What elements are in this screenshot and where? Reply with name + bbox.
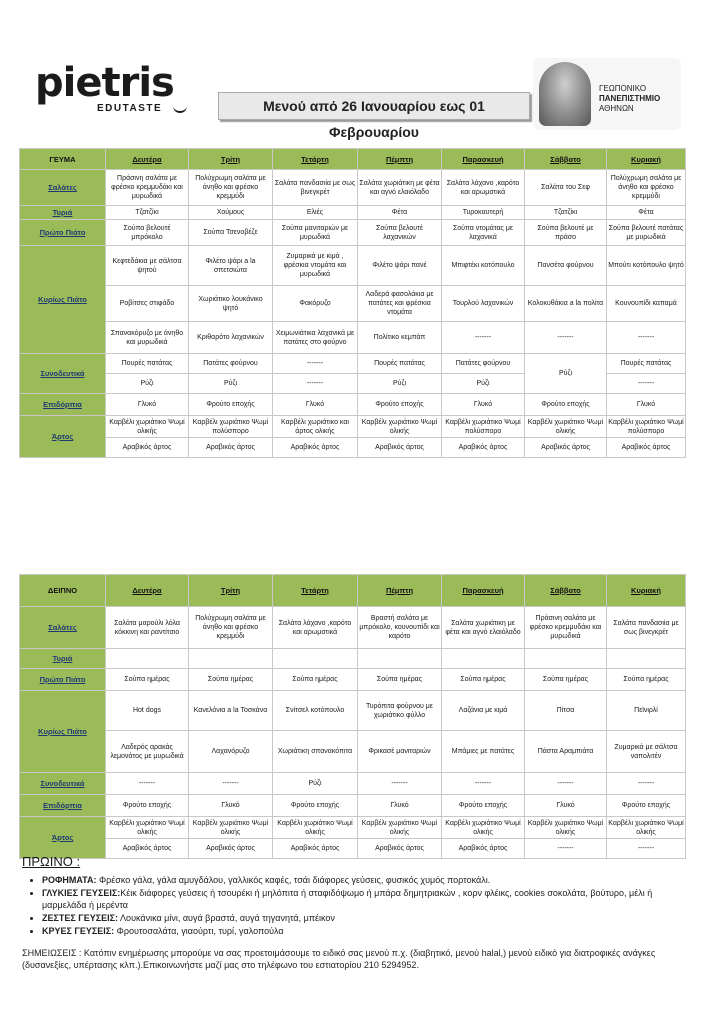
menu-cell: Αραβικός άρτος <box>189 438 273 458</box>
menu-cell: Hot dogs <box>106 691 189 731</box>
menu-cell: Σούπα μανιταριών με μυρωδικά <box>273 220 358 246</box>
breakfast-item <box>42 912 692 924</box>
dinner-row-main-course-1 <box>20 691 686 731</box>
menu-cell: Τουρλού λαχανικών <box>442 286 525 322</box>
menu-cell: Σούπα ημέρας <box>525 669 607 691</box>
breakfast-item-text: Φρουτοσαλάτα, γιαούρτι, τυρί, γαλοπούλα <box>116 926 284 936</box>
menu-cell: Αραβικός άρτος <box>358 839 442 859</box>
dinner-day-header: Παρασκευή <box>442 575 525 607</box>
menu-cell: Ρύζι <box>106 374 189 394</box>
row-label: Πρώτο Πιάτο <box>20 220 106 246</box>
menu-cell: Σαλάτα λάχανο ,καρότο και αρωματικά <box>273 607 358 649</box>
breakfast-list <box>22 874 692 937</box>
menu-cell: Μπούτι κοτόπουλο ψητό <box>607 246 686 286</box>
menu-cell: Φακόρυζο <box>273 286 358 322</box>
menu-cell: Γλυκό <box>106 394 189 416</box>
menu-cell: Καρβέλι χωριάτικο Ψωμί ολικής <box>189 817 273 839</box>
menu-cell: Πίτσα <box>525 691 607 731</box>
lunch-row-bread-2 <box>20 438 686 458</box>
menu-cell: ------- <box>607 374 686 394</box>
lunch-day-header: Πέμπτη <box>358 149 442 170</box>
menu-cell: Λαδερά φασολάκια με πατάτες και φρέσκια ντομάτα <box>358 286 442 322</box>
row-label: Σαλάτες <box>20 607 106 649</box>
dinner-menu-table <box>19 574 686 859</box>
menu-cell: Αραβικός άρτος <box>189 839 273 859</box>
menu-cell: Πολύχρωμη σαλάτα με άνηθο και φρέσκο κρεμμύδι <box>189 607 273 649</box>
menu-cell: Σαλάτα του Σεφ <box>525 170 607 206</box>
menu-cell: Ζυμαρικά με σάλτσα ναπολιτέν <box>607 731 686 773</box>
dinner-day-header: Κυριακή <box>607 575 686 607</box>
menu-cell: ------- <box>273 354 358 374</box>
breakfast-item-text: Λουκάνικα μίνι, αυγά βραστά, αυγά τηγανητά, μπέικον <box>120 913 335 923</box>
menu-cell: Αραβικός άρτος <box>607 438 686 458</box>
menu-cell: Ρύζι <box>189 374 273 394</box>
menu-cell: Σαλάτα μαρούλι λόλα κόκκινη και ραντίτσιο <box>106 607 189 649</box>
menu-cell: Πατάτες φούρνου <box>189 354 273 374</box>
menu-cell: Κριθαρότο λαχανικών <box>189 322 273 354</box>
menu-cell <box>273 649 358 669</box>
menu-cell: Φέτα <box>607 206 686 220</box>
breakfast-section <box>22 856 692 971</box>
menu-cell: Μπάμιες με πατάτες <box>442 731 525 773</box>
row-label: Τυριά <box>20 206 106 220</box>
lunch-menu-table <box>19 148 686 458</box>
menu-cell: Κεφτεδάκια με σάλτσα ψητού <box>106 246 189 286</box>
menu-cell: Φρούτο εποχής <box>525 394 607 416</box>
dinner-header-row <box>20 575 686 607</box>
breakfast-item <box>42 925 692 937</box>
breakfast-item <box>42 874 692 886</box>
menu-cell: ------- <box>106 773 189 795</box>
menu-cell: Αραβικός άρτος <box>273 438 358 458</box>
lunch-row-main-course-3 <box>20 322 686 354</box>
menu-cell: Καρβέλι χωριάτικο Ψωμί ολικής <box>607 817 686 839</box>
menu-cell: Σούπα βελουτέ με πράσο <box>525 220 607 246</box>
menu-cell: Σνίτσελ κοτόπουλο <box>273 691 358 731</box>
menu-cell: ------- <box>189 773 273 795</box>
dinner-row-sides <box>20 773 686 795</box>
menu-cell <box>189 649 273 669</box>
lunch-header-row <box>20 149 686 170</box>
menu-cell <box>525 649 607 669</box>
menu-cell: Καρβέλι χωριάτικο Ψωμί ολικής <box>106 416 189 438</box>
menu-cell: ------- <box>607 839 686 859</box>
breakfast-item-label: ΖΕΣΤΕΣ ΓΕΥΣΕΙΣ: <box>42 913 119 923</box>
lunch-day-header: Τρίτη <box>189 149 273 170</box>
menu-cell: Γλυκό <box>358 795 442 817</box>
menu-cell: Πατάτες φούρνου <box>442 354 525 374</box>
menu-cell: ------- <box>525 322 607 354</box>
menu-cell: Πράσινη σαλάτα με φρέσκο κρεμμυδάκι και μυρωδικά <box>525 607 607 649</box>
menu-cell: Φέτα <box>358 206 442 220</box>
dinner-row-bread-1 <box>20 817 686 839</box>
lunch-row-cheeses <box>20 206 686 220</box>
lunch-day-header: Τετάρτη <box>273 149 358 170</box>
athena-head-icon <box>539 62 591 126</box>
lunch-day-header: Παρασκευή <box>442 149 525 170</box>
menu-cell: Καρβέλι χωριάτικο Ψωμί ολικής <box>442 817 525 839</box>
menu-cell: Φρούτο εποχής <box>358 394 442 416</box>
menu-cell: ------- <box>442 773 525 795</box>
menu-cell: Λαχανόρυζο <box>189 731 273 773</box>
menu-cell: Σαλάτα πανδασιία με σως βινεγκρέτ <box>273 170 358 206</box>
menu-cell: Φρούτο εποχής <box>442 795 525 817</box>
menu-cell: Καρβέλι χωριάτικο Ψωμί πολύσπορο <box>607 416 686 438</box>
menu-cell: Πολύχρωμη σαλάτα με άνηθο και φρέσκο κρεμμύδι <box>189 170 273 206</box>
menu-cell: Ρύζι <box>442 374 525 394</box>
menu-cell: Φιλέτο ψάρι a la σπετσιώτα <box>189 246 273 286</box>
menu-cell: Σούπα ημέρας <box>189 669 273 691</box>
dinner-day-header: Δευτέρα <box>106 575 189 607</box>
menu-cell: Ροβίτσες στιφάδο <box>106 286 189 322</box>
menu-cell: Πολίτικο κεμπάπ <box>358 322 442 354</box>
dinner-day-header: Τετάρτη <box>273 575 358 607</box>
menu-cell: Καρβέλι χωριάτικο Ψωμί ολικής <box>525 416 607 438</box>
menu-cell: Πουρές πατάτας <box>607 354 686 374</box>
logo-subtext: EDUTASTE <box>97 103 163 114</box>
menu-cell: Αραβικός άρτος <box>442 839 525 859</box>
menu-cell: Λαζάνια με κιμά <box>442 691 525 731</box>
menu-cell: Γλυκό <box>442 394 525 416</box>
menu-cell: Φρούτο εποχής <box>189 394 273 416</box>
menu-cell: Πεϊνιρλί <box>607 691 686 731</box>
menu-cell: Κουνουπίδι καπαμά <box>607 286 686 322</box>
menu-cell: Ρύζι <box>273 773 358 795</box>
menu-cell: Ελιές <box>273 206 358 220</box>
lunch-day-header: Σάββατο <box>525 149 607 170</box>
lunch-row-bread-1 <box>20 416 686 438</box>
menu-cell: Καρβέλι χωριάτικο Ψωμί ολικής <box>273 817 358 839</box>
breakfast-item <box>42 887 692 911</box>
breakfast-title: ΠΡΩΙΝΟ : <box>22 854 81 869</box>
row-label: Συνοδευτικά <box>20 354 106 394</box>
dinner-label: ΔΕΙΠΝΟ <box>20 575 106 607</box>
menu-cell: Σούπα βελουτέ μπρόκολο <box>106 220 189 246</box>
dinner-day-header: Τρίτη <box>189 575 273 607</box>
menu-cell: Πουρές πατάτας <box>358 354 442 374</box>
menu-cell: Σαλάτα χωριάτικη με φέτα και αγνό ελαιόλαδο <box>442 607 525 649</box>
menu-cell: ------- <box>607 322 686 354</box>
menu-cell: Γλυκό <box>189 795 273 817</box>
menu-cell: Αραβικός άρτος <box>106 438 189 458</box>
menu-cell: Γλυκό <box>273 394 358 416</box>
menu-title-banner: Μενού από 26 Ιανουαρίου εως 01 Φεβρουαρίου <box>218 92 530 120</box>
menu-cell: Σούπα ημέρας <box>607 669 686 691</box>
dinner-row-salads <box>20 607 686 649</box>
menu-cell: Αραβικός άρτος <box>442 438 525 458</box>
menu-cell: Χωριάτικο λουκάνικο ψητό <box>189 286 273 322</box>
menu-cell: Φρικασέ μανιταριών <box>358 731 442 773</box>
dinner-day-header: Πέμπτη <box>358 575 442 607</box>
lunch-label: ΓΕΥΜΑ <box>20 149 106 170</box>
menu-cell: Καρβέλι χωριάτικο και άρτος ολικής <box>273 416 358 438</box>
row-label: Κυρίως Πιάτο <box>20 246 106 354</box>
logo-smile-icon <box>173 103 187 113</box>
menu-cell: ------- <box>525 839 607 859</box>
lunch-row-main-course-1 <box>20 246 686 286</box>
row-label: Πρώτο Πιάτο <box>20 669 106 691</box>
menu-cell: Πουρές πατάτας <box>106 354 189 374</box>
row-label: Σαλάτες <box>20 170 106 206</box>
menu-cell: Ζυμαρικά με κιμά , φρέσκια ντομάτα και μυρωδικά <box>273 246 358 286</box>
lunch-row-desserts <box>20 394 686 416</box>
breakfast-item-text: Κέικ διάφορες γεύσεις ή τσουρέκι ή μηλόπιτα ή σταφιδόψωμο ή μπάρα δημητριακών , κορν φλέικς, cookies σοκολάτα, βούτυρο, μέλι ή μαρμελάδα ή μερέντα <box>42 888 653 910</box>
menu-cell: Καρβέλι χωριάτικο Ψωμί ολικής <box>358 416 442 438</box>
breakfast-item-label: ΚΡΥΕΣ ΓΕΥΣΕΙΣ: <box>42 926 115 936</box>
menu-cell: Χειμωνιάτικα λαχανικά με πατάτες στο φούρνο <box>273 322 358 354</box>
menu-cell: Πάστα Αραμπιάτα <box>525 731 607 773</box>
menu-cell: Αραβικός άρτος <box>106 839 189 859</box>
menu-cell: ------- <box>442 322 525 354</box>
row-label: Τυριά <box>20 649 106 669</box>
menu-cell: Ρύζι <box>358 374 442 394</box>
menu-cell: Κολοκυθάκια a la πολίτα <box>525 286 607 322</box>
menu-cell: Γλυκό <box>525 795 607 817</box>
menu-cell: Αραβικός άρτος <box>273 839 358 859</box>
menu-cell: Σούπα ημέρας <box>358 669 442 691</box>
menu-cell: Καρβέλι χωριάτικο Ψωμί ολικής <box>106 817 189 839</box>
menu-cell <box>442 649 525 669</box>
menu-cell: Ρύζι <box>525 354 607 394</box>
menu-cell: Φρούτο εποχής <box>607 795 686 817</box>
menu-cell: Γλυκό <box>607 394 686 416</box>
lunch-row-sides-1 <box>20 354 686 374</box>
lunch-row-first-course <box>20 220 686 246</box>
menu-cell: Σούπα ημέρας <box>273 669 358 691</box>
menu-cell: ------- <box>273 374 358 394</box>
menu-cell: Κανελόνια a la Τοσκάνα <box>189 691 273 731</box>
menu-cell: Τζατζίκι <box>525 206 607 220</box>
menu-cell: Σούπα ημέρας <box>442 669 525 691</box>
menu-cell: Τζατζίκι <box>106 206 189 220</box>
menu-cell: Αραβικός άρτος <box>525 438 607 458</box>
row-label: Άρτος <box>20 416 106 458</box>
menu-cell: Τυροκαυτερή <box>442 206 525 220</box>
dinner-row-cheeses <box>20 649 686 669</box>
menu-cell: Αραβικός άρτος <box>358 438 442 458</box>
menu-cell: Φρούτο εποχής <box>106 795 189 817</box>
row-label: Επιδόρπια <box>20 394 106 416</box>
pietris-logo <box>35 60 195 123</box>
menu-cell: Καρβέλι χωριάτικο Ψωμί πολύσπορο <box>442 416 525 438</box>
menu-cell: Καρβέλι χωριάτικο Ψωμί ολικής <box>358 817 442 839</box>
menu-cell: Πανσέτα φούρνου <box>525 246 607 286</box>
menu-cell: Πολύχρωμη σαλάτα με άνηθο και φρέσκο κρεμμύδι <box>607 170 686 206</box>
menu-cell: Σαλάτα πανδασιία με σως βινεγκρέτ <box>607 607 686 649</box>
menu-cell: Φρούτο εποχής <box>273 795 358 817</box>
breakfast-item-label: ΓΛΥΚΙΕΣ ΓΕΥΣΕΙΣ: <box>42 888 121 898</box>
breakfast-item-text: Φρέσκο γάλα, γάλα αμυγδάλου, γαλλικός καφές, τσάι διάφορες γεύσεις, φυσικός χυμός πορτοκάλι. <box>98 875 491 885</box>
logo-wordmark: pietris <box>35 60 174 106</box>
menu-cell: Σούπα βελουτέ λαχανικών <box>358 220 442 246</box>
menu-cell: Μπιφτέκι κοτόπουλο <box>442 246 525 286</box>
menu-cell: Σούπα βελουτέ πατάτας με μυρωδικά <box>607 220 686 246</box>
dinner-row-main-course-2 <box>20 731 686 773</box>
lunch-day-header: Δευτέρα <box>106 149 189 170</box>
lunch-row-main-course-2 <box>20 286 686 322</box>
menu-cell: Σπανακόρυζο με άνηθο και μυρωδικά <box>106 322 189 354</box>
menu-cell: Σαλάτα χωριάτικη με φέτα και αγνό ελαιόλαδο <box>358 170 442 206</box>
menu-cell: Πράσινη σαλάτα με φρέσκο κρεμμυδάκι και μυρωδικά <box>106 170 189 206</box>
row-label: Κυρίως Πιάτο <box>20 691 106 773</box>
menu-cell: Σούπα ημέρας <box>106 669 189 691</box>
university-logo <box>533 58 681 130</box>
menu-cell <box>106 649 189 669</box>
breakfast-item-label: ΡΟΦΗΜΑΤΑ: <box>42 875 97 885</box>
menu-cell: Λαδερός αρακάς λεμονάτος με μυρωδικά <box>106 731 189 773</box>
menu-cell: Σαλάτα λάχανο ,καρότο και αρωματικά <box>442 170 525 206</box>
menu-cell: ------- <box>525 773 607 795</box>
dinner-row-desserts <box>20 795 686 817</box>
notes-text: ΣΗΜΕΙΩΣΕΙΣ : Κατόπιν ενημέρωσης μπορούμε να σας προετοιμάσουμε το ειδικό σας μενού π.χ. (διαβητικό, μενού halal,) μενού ειδικό για διατροφικές ανάγκες (δυσανεξίες, υπέρτασης κλπ.).Επικοινωνήστε μαζί μας στο τηλέφωνο του εστιατορίου 210 5294952. <box>22 948 656 970</box>
menu-cell: Τυρόπιτα φούρνου με χωριάτικο φύλλο <box>358 691 442 731</box>
menu-cell: Σούπα Τσενοβέζε <box>189 220 273 246</box>
menu-cell <box>607 649 686 669</box>
lunch-row-salads <box>20 170 686 206</box>
menu-cell: Βραστή σαλάτα με μπρόκολο, κουνουπίδι και καρότο <box>358 607 442 649</box>
menu-cell: Φιλέτο ψάρι πανέ <box>358 246 442 286</box>
row-label: Άρτος <box>20 817 106 859</box>
row-label: Επιδόρπια <box>20 795 106 817</box>
menu-cell: Σούπα ντομάτας με λαχανικά <box>442 220 525 246</box>
university-name: ΓΕΩΠΟΝΙΚΟ ΠΑΝΕΠΙΣΤΗΜΙΟ ΑΘΗΝΩΝ <box>599 84 661 113</box>
menu-cell: Καρβέλι χωριάτικο Ψωμί ολικής <box>525 817 607 839</box>
lunch-day-header: Κυριακή <box>607 149 686 170</box>
dinner-day-header: Σάββατο <box>525 575 607 607</box>
dinner-row-first-course <box>20 669 686 691</box>
menu-cell: ------- <box>607 773 686 795</box>
row-label: Συνοδευτικά <box>20 773 106 795</box>
menu-cell: Χωριάτικη σπανακόπιτα <box>273 731 358 773</box>
menu-cell: Καρβέλι χωριάτικο Ψωμί πολύσπορο <box>189 416 273 438</box>
menu-cell: Χούμους <box>189 206 273 220</box>
menu-cell <box>358 649 442 669</box>
menu-cell: ------- <box>358 773 442 795</box>
